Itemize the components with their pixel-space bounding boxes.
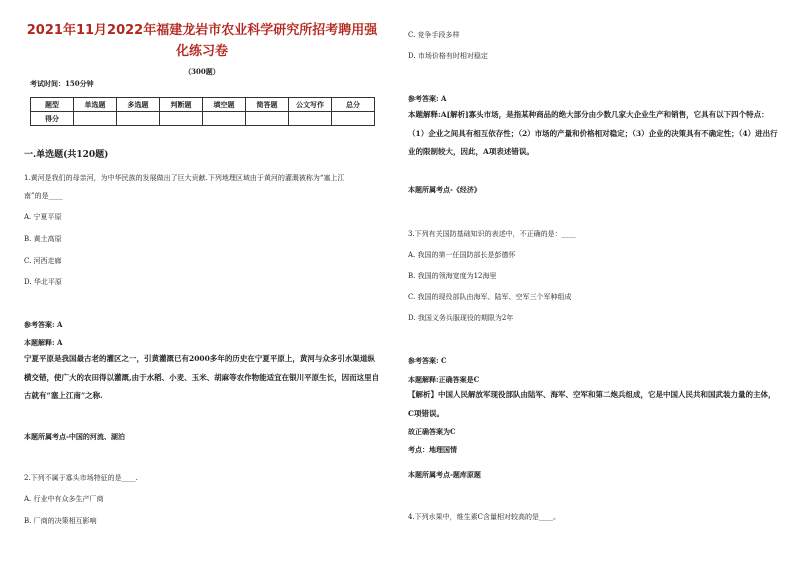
q3-stem: 3.下列有关国防基础知识的表述中，不正确的是：____: [408, 230, 576, 238]
score-header-cell: 填空题: [203, 98, 246, 112]
q2-answer: 参考答案: A: [408, 94, 447, 103]
section-heading: 一.单选题(共120题): [24, 150, 109, 160]
q1-stem-line-1: 1.黄河是我们的母亲河，为中华民族的发展做出了巨大贡献.下列地理区域由于黄河的灌溉被称为“塞上江: [24, 174, 345, 182]
score-cell: [246, 112, 289, 126]
q3-option-d: D. 我国义务兵服现役的期限为2年: [408, 314, 514, 322]
score-table: [30, 97, 375, 126]
q2-knowledge-point: 本题所属考点-《经济》: [408, 185, 481, 194]
score-cell: [117, 112, 160, 126]
q2-option-b: B. 厂商的决策相互影响: [24, 517, 97, 525]
score-header-cell: 判断题: [160, 98, 203, 112]
score-header-cell: 多选题: [117, 98, 160, 112]
score-table-score-row: [31, 112, 375, 126]
q1-option-a: A. 宁夏平原: [24, 213, 62, 221]
score-row-label: 得分: [31, 112, 74, 126]
score-header-cell: 总分: [332, 98, 375, 112]
q1-option-d: D. 华北平原: [24, 278, 62, 286]
score-cell: [160, 112, 203, 126]
q3-option-c: C. 我国的现役部队由海军、陆军、空军三个军种组成: [408, 293, 572, 301]
q2-stem: 2.下列不属于寡头市场特征的是____.: [24, 474, 138, 482]
q1-analysis: 本题解释: A: [24, 338, 63, 347]
q2-option-d: D. 市场价格有时相对稳定: [408, 52, 488, 60]
q3-analysis: 本题解释:正确答案是C: [408, 375, 480, 384]
q1-option-c: C. 河西走廊: [24, 257, 62, 265]
q4-stem: 4.下列水果中，维生素C含量相对较高的是____。: [408, 513, 561, 521]
score-header-cell: 题型: [31, 98, 74, 112]
q3-explanation: 【解析】中国人民解放军现役部队由陆军、海军、空军和第二炮兵组成，它是中国人民共和国武装力量的主体，C项错误。: [408, 390, 776, 418]
score-cell: [74, 112, 117, 126]
score-cell: [203, 112, 246, 126]
q3-knowledge-tag: 考点：地理国情: [408, 445, 457, 454]
q3-knowledge-point: 本题所属考点-题库原题: [408, 470, 481, 479]
q1-explanation: 宁夏平原是我国最古老的灌区之一，引黄灌溉已有2000多年的历史在宁夏平原上，黄河与众多引水渠道纵横交错，使广大的农田得以灌溉,由于水稻、小麦、玉米、胡麻等农作物能适宜在银川平原生长，因而这里自古就有“塞上江南”之称.: [24, 354, 380, 400]
score-table-header-row: [31, 98, 375, 112]
q3-option-b: B. 我国的领海宽度为12海里: [408, 272, 497, 280]
q3-answer: 参考答案: C: [408, 356, 447, 365]
q2-option-a: A. 行业中有众多生产厂商: [24, 495, 104, 503]
q2-option-c: C. 竞争手段多样: [408, 31, 460, 39]
score-header-cell: 简答题: [246, 98, 289, 112]
q3-final-answer: 故正确答案为C: [408, 427, 456, 436]
q1-option-b: B. 黄土高原: [24, 235, 62, 243]
score-header-cell: 单选题: [74, 98, 117, 112]
q1-stem-line-2: 南”的是____: [24, 192, 63, 200]
score-cell: [332, 112, 375, 126]
score-cell: [289, 112, 332, 126]
question-count: （300题）: [184, 67, 220, 76]
q1-knowledge-point: 本题所属考点-中国的河流、湖泊: [24, 432, 125, 441]
title-line-2: 化练习卷: [175, 44, 228, 59]
document-title: [24, 20, 380, 62]
exam-time: 考试时间：150分钟: [30, 79, 94, 88]
q1-answer: 参考答案: A: [24, 320, 63, 329]
score-header-cell: 公文写作: [289, 98, 332, 112]
title-line-1: 2021年11月2022年福建龙岩市农业科学研究所招考聘用强: [26, 23, 378, 38]
q3-option-a: A. 我国的第一任国防部长是彭德怀: [408, 251, 516, 259]
q2-explanation: 本题解释:A[解析]寡头市场，是指某种商品的绝大部分由少数几家大企业生产和销售，它具有以下四个特点：（1）企业之间具有相互依存性；（2）市场的产量和价格相对稳定；（3）企业的决策具有不确定性；（4）进出行业的限制较大，因此，A项表述错误。: [408, 110, 778, 156]
